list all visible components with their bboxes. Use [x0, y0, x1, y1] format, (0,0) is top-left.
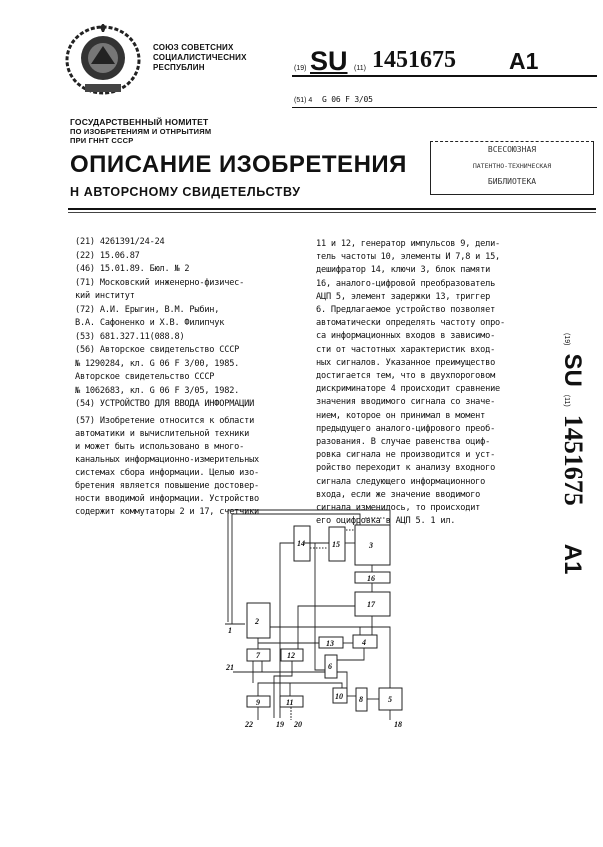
- biblio-line: Авторское свидетельство СССР: [75, 372, 215, 382]
- biblio-line: (71) Московский инженерно-физичес-: [75, 277, 245, 288]
- biblio-line: № 1062683, кл. G 06 F 3/05, 1982.: [75, 385, 240, 396]
- block-label: 6: [328, 662, 332, 671]
- abstract-line: сти от частотных характеристик вход-: [316, 344, 496, 355]
- terminal-label: 22: [245, 720, 253, 729]
- country-code: SU: [310, 46, 348, 76]
- biblio-line: (46) 15.01.89. Бюл. № 2: [75, 264, 190, 274]
- biblio-line: (53) 681.327.11(088.8): [75, 331, 185, 342]
- abstract-line: сигнала следующего информационного: [316, 476, 486, 487]
- committee-line: ПРИ ГННТ СССР: [70, 136, 134, 145]
- country-line: СОЦИАЛИСТИЧЕСНИХ: [153, 53, 247, 62]
- block-label: 11: [286, 698, 294, 707]
- abstract-line: разования. В случае равенства оциф-: [316, 437, 491, 448]
- abstract-line: ных сигналов. Указанное преимущество: [316, 357, 496, 368]
- terminal-label: 19: [276, 720, 284, 729]
- abstract-line: (57) Изобретение относится к области: [75, 416, 255, 426]
- ipc-code: G 06 F 3/05: [322, 95, 373, 104]
- block-label: 8: [359, 695, 363, 704]
- abstract-line: 11 и 12, генератор импульсов 9, дели-: [316, 239, 501, 249]
- block-label: 7: [256, 651, 260, 660]
- diagram-labels: [225, 539, 402, 729]
- biblio-line: (72) А.И. Ерыгин, В.М. Рыбин,: [75, 304, 220, 315]
- side-code-19: (19): [563, 333, 570, 346]
- code-11: (11): [354, 65, 366, 72]
- document-subtitle: Н АВТОРСНОМУ СВИДЕТЕЛЬСТВУ: [70, 185, 301, 199]
- side-kind-code: A1: [559, 543, 586, 575]
- abstract-line: бретения является повышение достовер-: [75, 481, 260, 491]
- abstract-line: предыдущего аналого-цифрового преоб-: [316, 423, 496, 434]
- biblio-line: (56) Авторское свидетельство СССР: [75, 345, 240, 355]
- abstract-line: са информационных входов в зависимо-: [316, 331, 496, 342]
- block-label: 5: [388, 695, 392, 704]
- country-line: СОЮЗ СОВЕТСНИХ: [153, 43, 234, 52]
- abstract-line: ности вводимой информации. Устройство: [75, 494, 260, 504]
- terminal-label: 20: [294, 720, 302, 729]
- block-label: 16: [367, 574, 375, 583]
- abstract-line: системах сбора информации. Целью изо-: [75, 468, 260, 478]
- block-label: 3: [369, 541, 373, 550]
- abstract-line: достигается тем, что в двухпороговом: [316, 371, 496, 382]
- committee-line: ГОСУДАРСТВЕННЫЙ НОМИТЕТ: [70, 117, 209, 127]
- abstract-line: входа, если же значение вводимого: [316, 489, 481, 500]
- side-code-11: (11): [563, 394, 570, 407]
- terminal-label: 21: [226, 663, 234, 672]
- abstract-line: тель частоты 10, элементы И 7,8 и 15,: [316, 252, 501, 263]
- stamp-line: БИБЛИОТЕКА: [487, 177, 537, 186]
- biblio-line: (54) УСТРОЙСТВО ДЛЯ ВВОДА ИНФОРМАЦИИ: [75, 399, 255, 409]
- abstract-line: дешифратор 14, ключи 3, блок памяти: [316, 265, 491, 276]
- block-label: 9: [256, 698, 260, 707]
- abstract-line: сигнала изменилось, то происходит: [316, 503, 481, 514]
- block-label: 13: [326, 639, 334, 648]
- side-country-code: SU: [559, 353, 586, 387]
- block-label: 12: [287, 651, 295, 660]
- abstract-line: дискриминаторе 4 происходит сравнение: [316, 384, 501, 395]
- abstract-line: 16, аналого-цифровой преобразователь: [316, 278, 496, 289]
- abstract-line: ровка сигнала не производится и уст-: [316, 450, 496, 461]
- side-patent-number: 1451675: [559, 414, 588, 506]
- abstract-line: значения вводимого сигнала со значе-: [316, 397, 496, 408]
- biblio-line: В.А. Сафоненко и Х.В. Филипчук: [75, 318, 225, 328]
- abstract-line: ройство переходит к анализу входного: [316, 463, 496, 474]
- abstract-line: автоматики и вычислительной техники: [75, 429, 250, 439]
- patent-number: 1451675: [372, 47, 456, 73]
- abstract-line: нием, которое он принимал в момент: [316, 410, 486, 421]
- abstract-line: АЦП 5, элемент задержки 13, триггер: [316, 291, 491, 302]
- stamp-line: ПАТЕНТНО-ТЕХНИЧЕСКАЯ: [472, 162, 552, 170]
- biblio-line: кий институт: [75, 291, 135, 301]
- biblio-line: (21) 4261391/24-24: [75, 237, 165, 247]
- stamp-line: ВСЕСОЮЗНАЯ: [487, 145, 537, 154]
- committee-line: ПО ИЗОБРЕТЕНИЯМ И ОТНРЫТИЯМ: [70, 127, 212, 136]
- biblio-line: № 1290284, кл. G 06 F 3/00, 1985.: [75, 358, 240, 369]
- abstract-line: и может быть использовано в много-: [75, 442, 245, 452]
- abstract-line: его оцифровка в АЦП 5. 1 ил.: [316, 516, 456, 527]
- block-label: 15: [332, 540, 340, 549]
- terminal-label: 1: [228, 626, 232, 635]
- abstract-line: канальных информационно-измерительных: [75, 455, 260, 465]
- block-label: 10: [335, 692, 343, 701]
- abstract-line: 6. Предлагаемое устройство позволяет: [316, 305, 496, 316]
- block-label: 4: [362, 638, 366, 647]
- terminal-label: 18: [394, 720, 402, 729]
- kind-code: A1: [509, 48, 539, 74]
- document-title: ОПИСАНИЕ ИЗОБРЕТЕНИЯ: [70, 151, 407, 178]
- ipc-prefix: (51) 4: [294, 97, 313, 104]
- country-line: РЕСПУБЛИН: [153, 63, 205, 72]
- abstract-line: содержит коммутаторы 2 и 17, счетчики: [75, 507, 260, 517]
- code-19: (19): [294, 65, 307, 72]
- biblio-line: (22) 15.06.87: [75, 250, 140, 261]
- abstract-line: автоматически определять частоту опро-: [316, 318, 506, 329]
- block-label: 17: [367, 600, 375, 609]
- block-label: 14: [297, 539, 305, 548]
- block-label: 2: [255, 617, 259, 626]
